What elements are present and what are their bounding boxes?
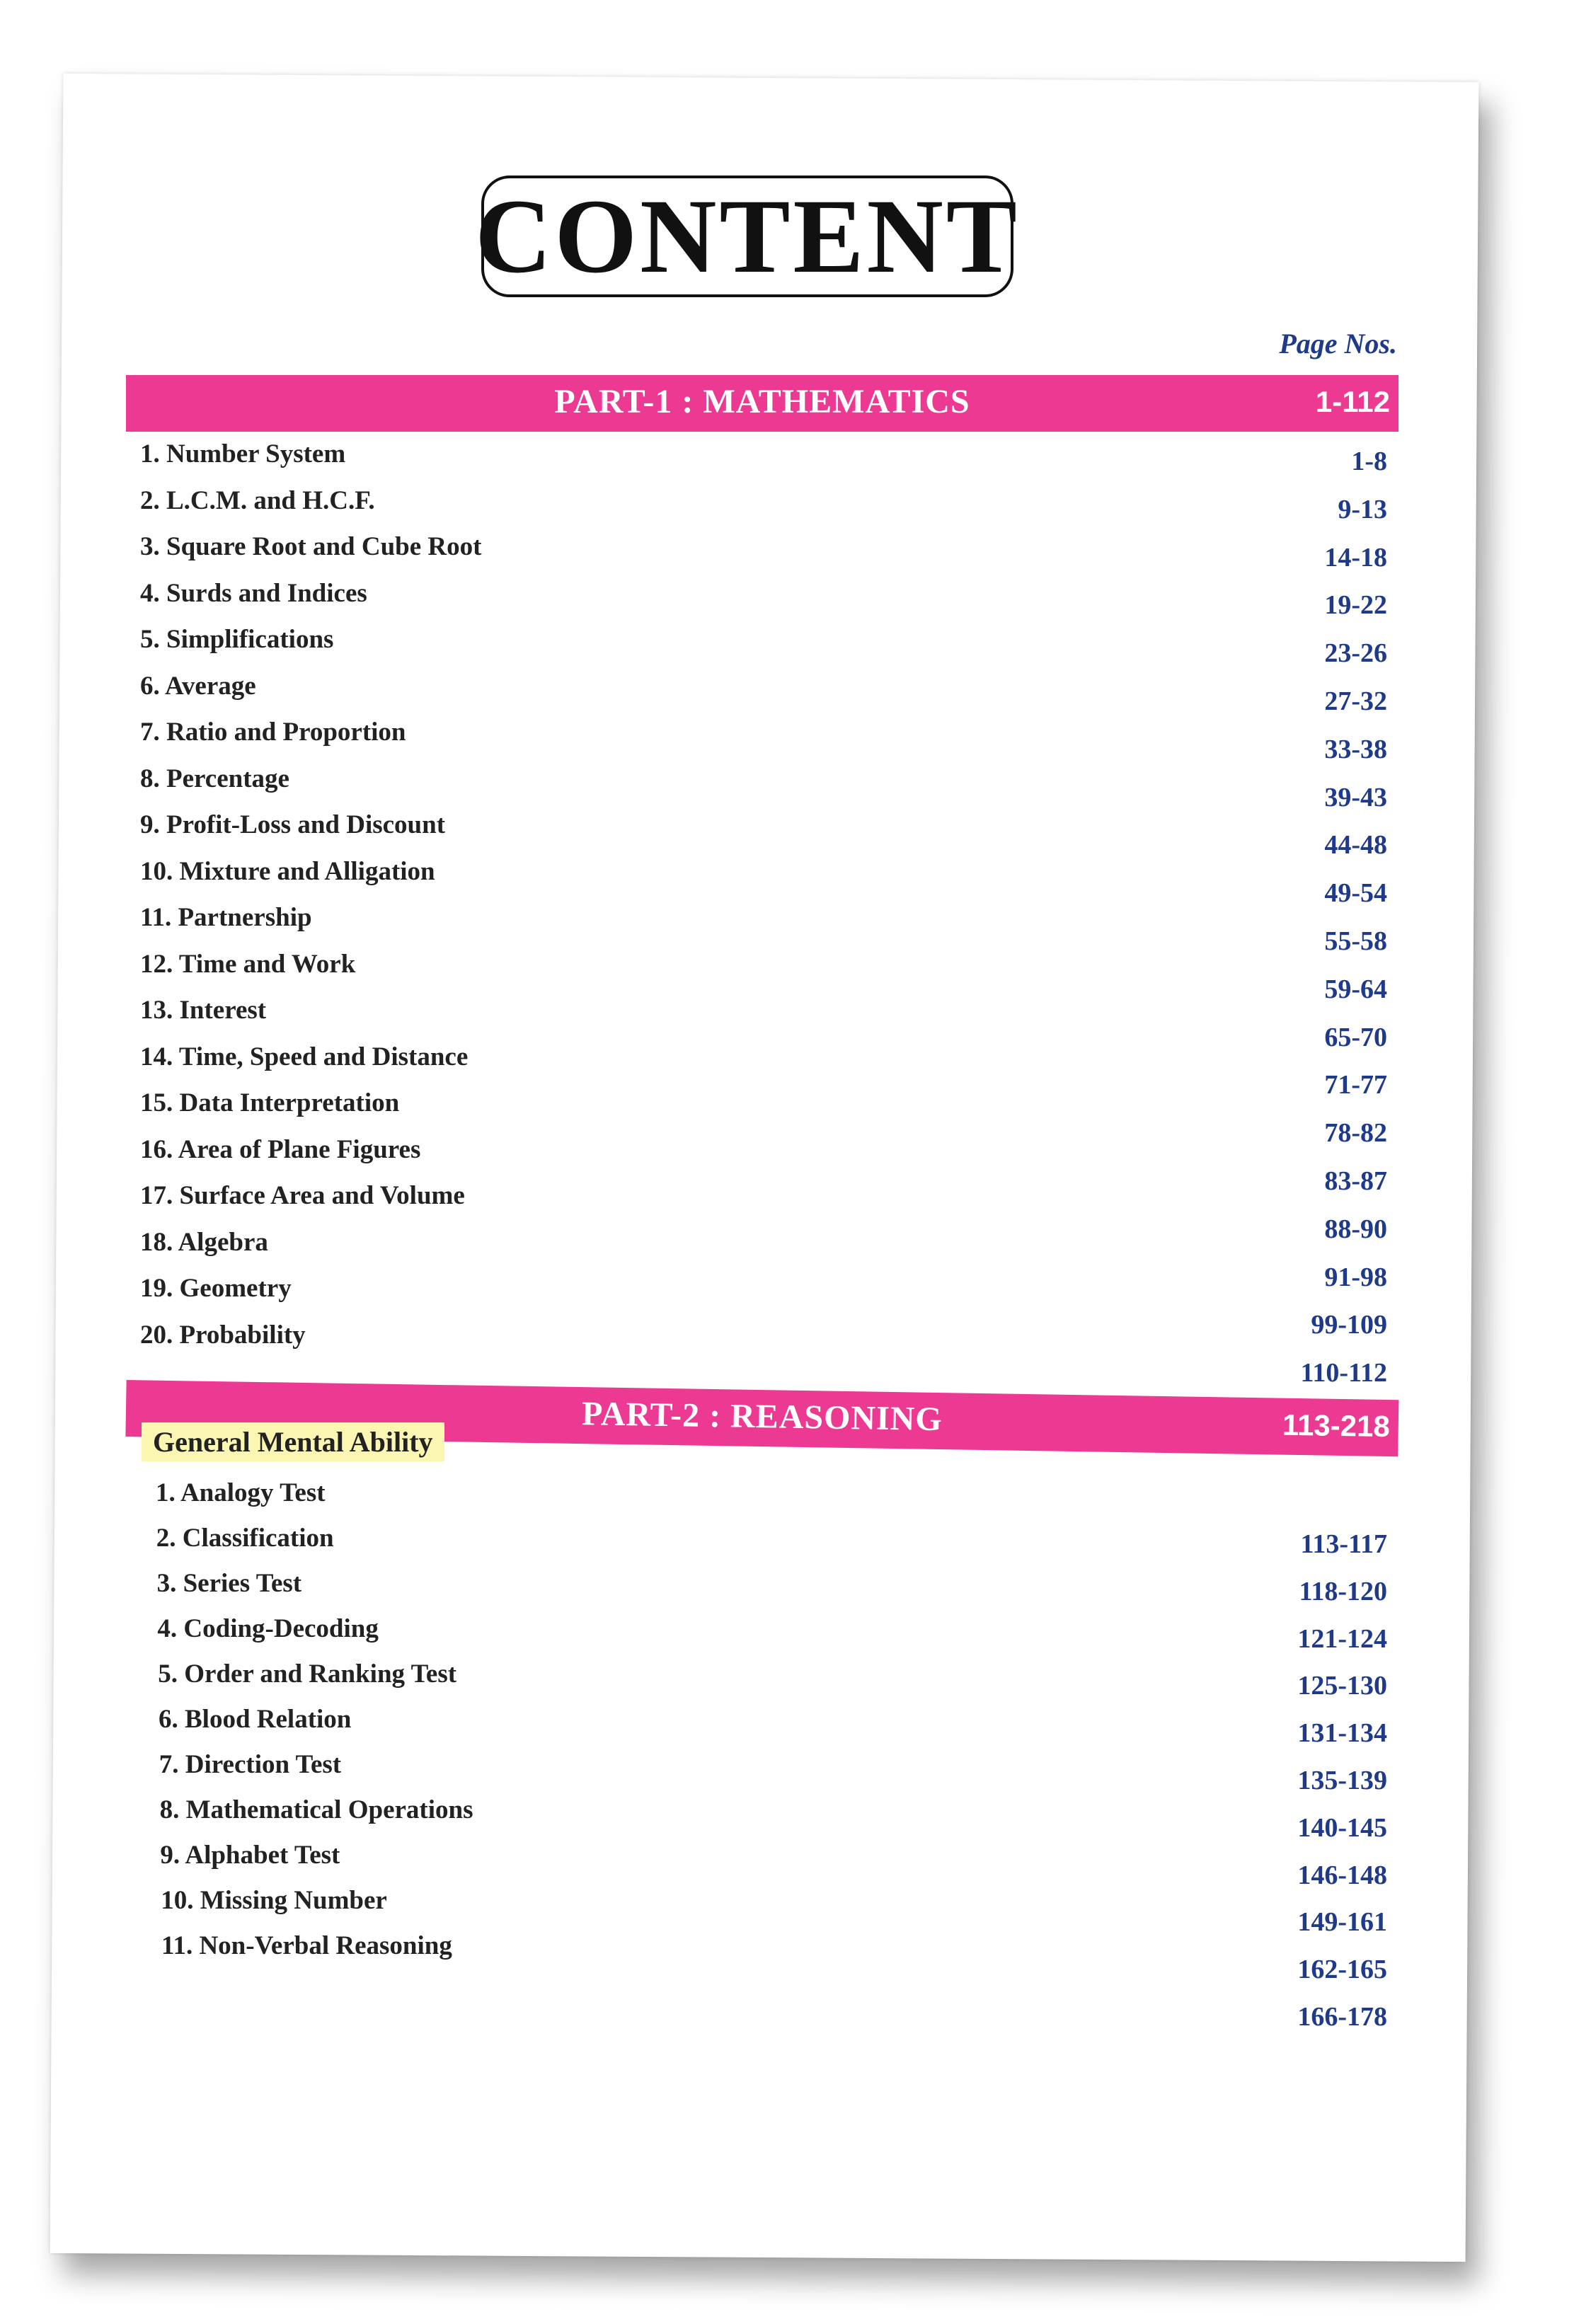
page-range: 146-148	[1297, 1860, 1387, 1890]
page-range: 140-145	[1297, 1812, 1387, 1843]
page-range: 88-90	[1324, 1214, 1387, 1244]
toc-item: 7. Ratio and Proportion	[140, 718, 406, 747]
toc-item: 11. Non-Verbal Reasoning	[161, 1931, 452, 1960]
page-range: 65-70	[1324, 1022, 1387, 1052]
part1-header	[126, 375, 1398, 432]
part2-range: 113-218	[1282, 1408, 1391, 1444]
toc-item: 12. Time and Work	[140, 949, 356, 979]
toc-item: 16. Area of Plane Figures	[140, 1134, 421, 1164]
page-range: 59-64	[1324, 974, 1387, 1004]
toc-item: 6. Blood Relation	[159, 1705, 352, 1734]
page-range: 78-82	[1324, 1118, 1387, 1149]
toc-item: 17. Surface Area and Volume	[140, 1181, 465, 1210]
toc-item: 4. Coding-Decoding	[157, 1614, 379, 1643]
toc-item: 8. Mathematical Operations	[159, 1795, 473, 1824]
toc-item: 1. Analogy Test	[156, 1478, 326, 1507]
page-range: 113-117	[1300, 1529, 1387, 1559]
toc-item: 5. Simplifications	[140, 625, 334, 654]
page-range: 91-98	[1324, 1262, 1387, 1292]
toc-item: 1. Number System	[140, 439, 346, 468]
toc-item: 19. Geometry	[140, 1274, 292, 1303]
toc-item: 18. Algebra	[140, 1227, 268, 1257]
page-range: 49-54	[1324, 878, 1387, 909]
toc-item: 3. Series Test	[156, 1569, 302, 1598]
page-range: 125-130	[1297, 1671, 1387, 1701]
page-range: 27-32	[1324, 686, 1387, 716]
page-range: 1-8	[1351, 447, 1387, 476]
page-range: 14-18	[1324, 542, 1387, 573]
page-range: 135-139	[1297, 1766, 1387, 1795]
part2-title: PART-2 : REASONING	[581, 1395, 943, 1439]
part1-range: 1-112	[1315, 385, 1390, 418]
page-range: 149-161	[1297, 1907, 1387, 1938]
page-range: 166-178	[1297, 2002, 1387, 2032]
page-range: 19-22	[1324, 590, 1387, 621]
toc-item: 14. Time, Speed and Distance	[140, 1042, 469, 1071]
page-range: 9-13	[1338, 494, 1387, 524]
toc-item: 15. Data Interpretation	[140, 1088, 400, 1117]
page-range: 121-124	[1297, 1623, 1387, 1654]
toc-item: 4. Surds and Indices	[140, 578, 367, 608]
page-range: 83-87	[1324, 1166, 1387, 1196]
page-range: 33-38	[1324, 734, 1387, 764]
toc-item: 3. Square Root and Cube Root	[140, 532, 482, 561]
part1-title: PART-1 : MATHEMATICS	[554, 383, 970, 420]
page-nos-label: Page Nos.	[1279, 328, 1397, 359]
toc-item: 9. Profit-Loss and Discount	[140, 810, 446, 839]
toc-item: 9. Alphabet Test	[160, 1841, 340, 1870]
toc-item: 8. Percentage	[140, 764, 289, 793]
toc-item: 2. L.C.M. and H.C.F.	[140, 485, 375, 515]
toc-item: 6. Average	[140, 671, 256, 701]
toc-item: 7. Direction Test	[159, 1750, 342, 1779]
page-range: 99-109	[1311, 1310, 1387, 1340]
page-range: 118-120	[1299, 1576, 1387, 1606]
toc-item: 11. Partnership	[140, 903, 312, 932]
page-range: 131-134	[1297, 1718, 1387, 1749]
page-range: 39-43	[1324, 782, 1387, 812]
toc-item: 2. Classification	[156, 1524, 334, 1553]
page-range: 71-77	[1324, 1070, 1387, 1100]
page-range: 110-112	[1300, 1358, 1387, 1388]
page-range: 23-26	[1324, 638, 1387, 669]
toc-item: 5. Order and Ranking Test	[158, 1659, 457, 1689]
subheading-general-mental-ability: General Mental Ability	[142, 1422, 444, 1461]
toc-item: 10. Mixture and Alligation	[140, 856, 435, 886]
page-range: 55-58	[1324, 926, 1387, 956]
page-range: 44-48	[1324, 830, 1387, 861]
toc-item: 13. Interest	[140, 996, 267, 1025]
page-range: 162-165	[1297, 1955, 1387, 1985]
content-title: CONTENT	[481, 176, 1013, 297]
toc-item: 10. Missing Number	[161, 1886, 387, 1915]
toc-item: 20. Probability	[140, 1320, 306, 1350]
